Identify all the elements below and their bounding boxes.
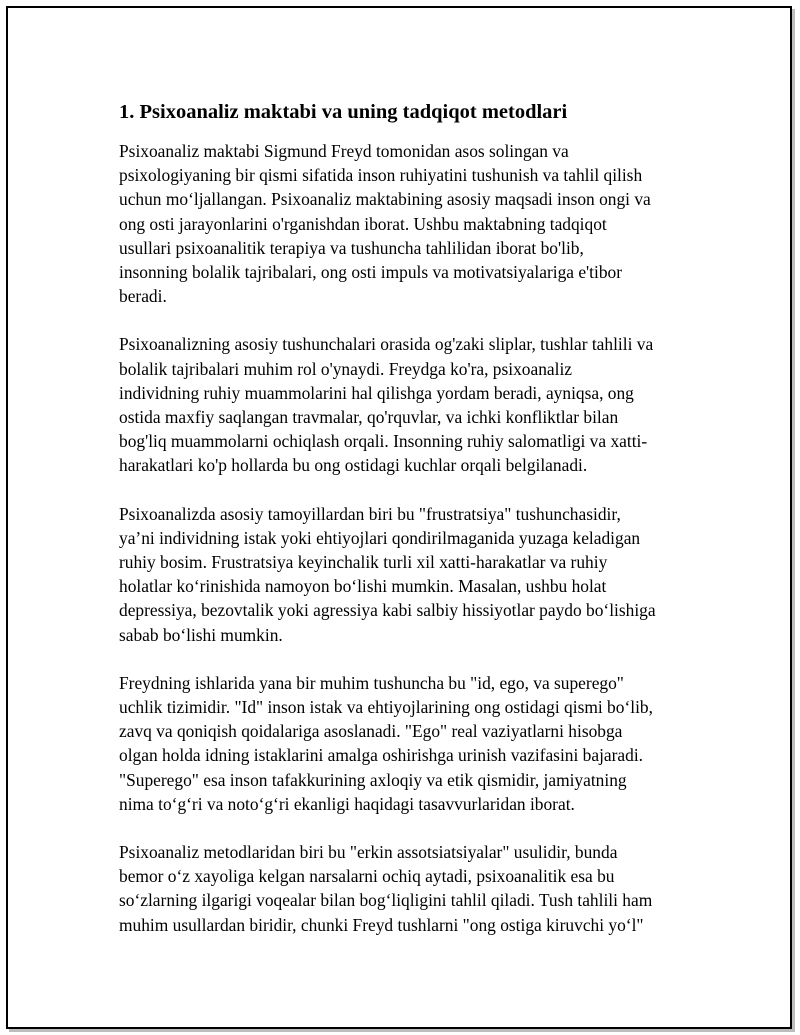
text-line: beradi. (119, 286, 167, 307)
text-line: yaʼni individning istak yoki ehtiyojlari qondirilmaganida yuzaga keladigan (119, 527, 641, 548)
text-line: holatlar koʻrinishida namoyon boʻlishi mumkin. Masalan, ushbu holat (119, 576, 607, 597)
text-line: usullari psixoanalitik terapiya va tushuncha tahlilidan iborat bo'lib, (119, 237, 584, 258)
text-line: "Superego" esa inson tafakkurining axloqiy va etik qismidir, jamiyatning (119, 769, 627, 790)
text-line: olgan holda idning istaklarini amalga oshirishga urinish vazifasini bajaradi. (119, 745, 644, 766)
text-line: ong osti jarayonlarini o'rganishdan iborat. Ushbu maktabning tadqiqot (119, 213, 607, 234)
document-page (6, 6, 792, 1029)
text-line: bolalik tajribalari muhim rol o'ynaydi. Freydga ko'ra, psixoanaliz (119, 358, 572, 379)
paragraph-key-concepts (119, 332, 719, 477)
paragraph-intro (119, 139, 719, 308)
paragraph-frustration (119, 502, 719, 647)
text-line: Psixoanalizning asosiy tushunchalari orasida og'zaki sliplar, tushlar tahlili va (119, 334, 654, 355)
text-line: Psixoanaliz metodlaridan biri bu "erkin assotsiatsiyalar" usulidir, bunda (119, 842, 618, 863)
paragraph-methods (119, 840, 719, 937)
text-line: harakatlari ko'p hollarda bu ong ostidagi kuchlar orqali belgilanadi. (119, 455, 588, 476)
text-line: bog'liq muammolarni ochiqlash orqali. Insonning ruhiy salomatligi va xatti- (119, 431, 648, 452)
paragraph-id-ego-superego (119, 671, 719, 816)
text-line: zavq va qoniqish qoidalariga asoslanadi. "Ego" real vaziyatlarni hisobga (119, 721, 623, 742)
text-line: ruhiy bosim. Frustratsiya keyinchalik turli xil xatti-harakatlar va ruhiy (119, 552, 608, 573)
text-line: ostida maxfiy saqlangan travmalar, qo'rquvlar, va ichki konfliktlar bilan (119, 407, 619, 428)
text-line: individning ruhiy muammolarini hal qilishga yordam beradi, ayniqsa, ong (119, 382, 634, 403)
text-line: insonning bolalik tajribalari, ong osti impuls va motivatsiyalariga e'tibor (119, 262, 623, 283)
section-heading: 1. Psixoanaliz maktabi va uning tadqiqot metodlari (119, 101, 568, 123)
text-line: muhim usullardan biridir, chunki Freyd tushlarni "ong ostiga kiruvchi yoʻl" (119, 914, 644, 935)
text-line: Psixoanalizda asosiy tamoyillardan biri bu "frustratsiya" tushunchasidir, (119, 503, 621, 524)
text-line: sabab boʻlishi mumkin. (119, 624, 283, 645)
text-line: nima toʻgʻri va notoʻgʻri ekanligi haqidagi tasavvurlaridan iborat. (119, 793, 575, 814)
page-content (119, 99, 719, 961)
text-line: uchun moʻljallangan. Psixoanaliz maktabining asosiy maqsadi inson ongi va (119, 189, 651, 210)
text-line: psixologiyaning bir qismi sifatida inson ruhiyatini tushunish va tahlil qilish (119, 165, 643, 186)
text-line: bemor oʻz xayoliga kelgan narsalarni ochiq aytadi, psixoanalitik esa bu (119, 866, 615, 887)
text-line: Psixoanaliz maktabi Sigmund Freyd tomonidan asos solingan va (119, 141, 569, 161)
text-line: Freydning ishlarida yana bir muhim tushuncha bu "id, ego, va superego" (119, 672, 624, 693)
text-line: soʻzlarning ilgarigi voqealar bilan bogʻliqligini tahlil qiladi. Tush tahlili ham (119, 890, 653, 911)
text-line: depressiya, bezovtalik yoki agressiya kabi salbiy hissiyotlar paydo boʻlishiga (119, 600, 656, 621)
text-line: uchlik tizimidir. "Id" inson istak va ehtiyojlarining ong ostidagi qismi boʻlib, (119, 697, 653, 718)
